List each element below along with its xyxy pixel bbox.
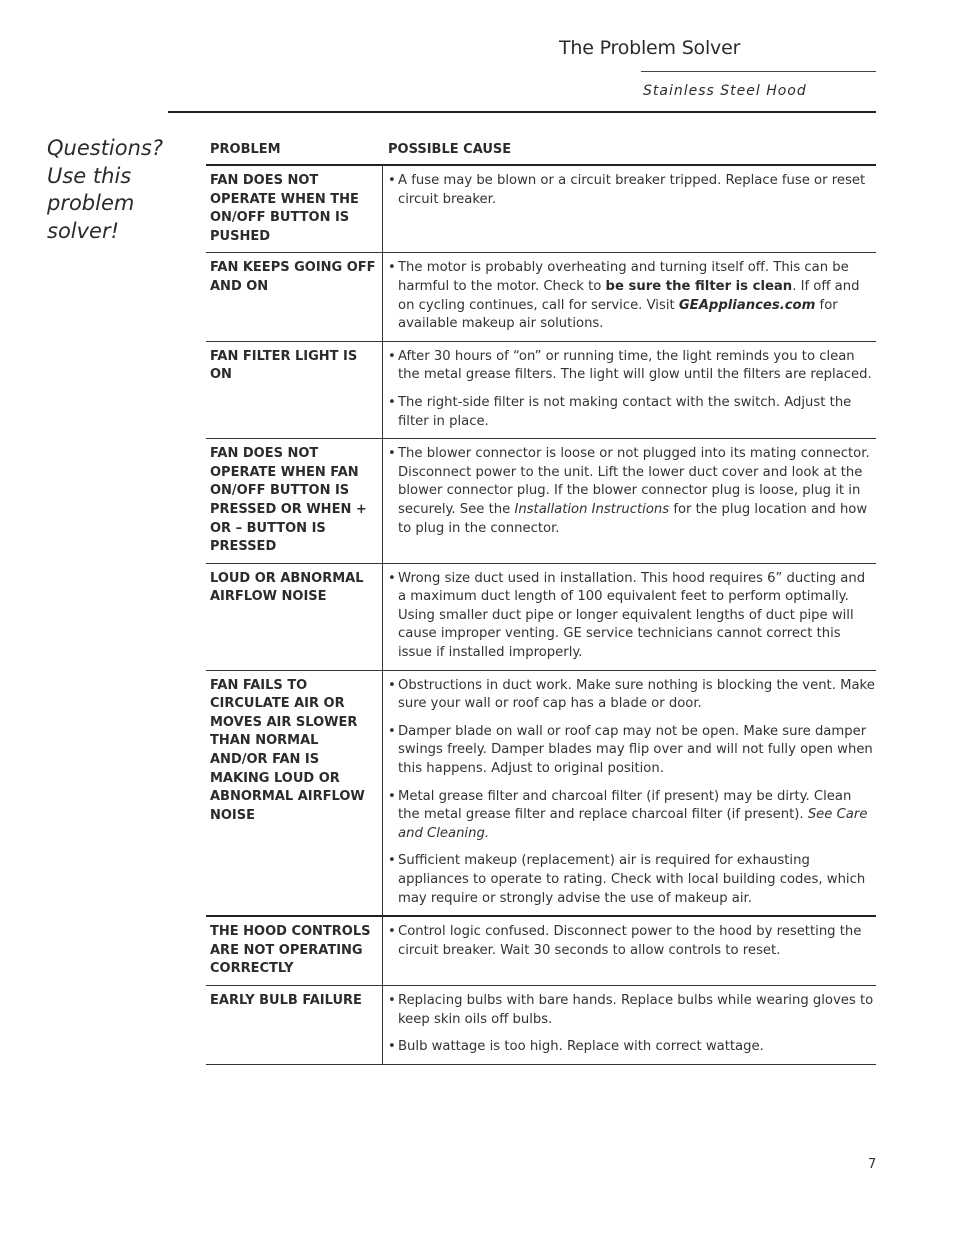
cause-cell <box>383 917 876 985</box>
cause-text: for available makeup air solutions. <box>398 297 838 332</box>
cause-item <box>388 445 876 538</box>
cause-item <box>388 259 876 333</box>
table-row <box>206 166 876 253</box>
cause-text: . If off and on cycling continues, call for service. Visit <box>398 278 860 313</box>
table-header <box>206 138 876 166</box>
cause-text: After 30 hours of “on” or running time, the light reminds you to clean the metal grease filters. The light will glow until the filters are replaced. <box>398 348 872 383</box>
cause-text: Wrong size duct used in installation. This hood requires 6” ducting and a maximum duct length of 100 equivalent feet to perform optimally. Using smaller duct pipe or longer equivalent lengths of duct pipe will cause improper venting. GE service technicians cannot correct this issue if installed improperly. <box>398 570 866 661</box>
header-divider-long <box>168 111 876 113</box>
cause-text: Bulb wattage is too high. Replace with correct wattage. <box>398 1039 764 1055</box>
problem-solver-table <box>206 138 876 1065</box>
table-row <box>206 671 876 918</box>
header-divider-short <box>641 71 876 72</box>
cause-text: The right-side filter is not making contact with the switch. Adjust the filter in place. <box>398 394 852 429</box>
column-header-possible-cause: POSSIBLE CAUSE <box>388 142 512 157</box>
table-row <box>206 564 876 671</box>
page-title: The Problem Solver <box>559 37 741 59</box>
problem-cell: FAN DOES NOT OPERATE WHEN THE ON/OFF BUTTON IS PUSHED <box>206 166 383 252</box>
table-row <box>206 439 876 564</box>
cause-cell <box>383 564 876 670</box>
cause-text: be sure the filter is clean <box>605 278 793 294</box>
table-row <box>206 986 876 1065</box>
problem-cell: FAN FAILS TO CIRCULATE AIR OR MOVES AIR SLOWER THAN NORMAL AND/OR FAN IS MAKING LOUD OR ABNORMAL AIRFLOW NOISE <box>206 671 383 916</box>
problem-cell: THE HOOD CONTROLS ARE NOT OPERATING CORRECTLY <box>206 917 383 985</box>
problem-cell: FAN FILTER LIGHT IS ON <box>206 342 383 438</box>
cause-text: Damper blade on wall or roof cap may not be open. Make sure damper swings freely. Damper blades may flip over and will not fully open when this happens. Adjust to original position. <box>398 723 873 777</box>
page-subtitle: Stainless Steel Hood <box>643 83 807 99</box>
cause-text: See Care and Cleaning. <box>398 807 868 841</box>
cause-text: Installation Instructions <box>514 501 670 517</box>
cause-cell <box>383 439 876 563</box>
cause-text: GEAppliances.com <box>678 297 816 313</box>
cause-text: Sufficient makeup (replacement) air is required for exhausting appliances to operate to rating. Check with local building codes, which may require or strongly advise the use of makeup air. <box>398 853 866 906</box>
cause-cell <box>383 166 876 252</box>
problem-cell: EARLY BULB FAILURE <box>206 986 383 1064</box>
cause-item <box>388 992 876 1029</box>
cause-item <box>388 172 876 209</box>
cause-item <box>388 1038 876 1057</box>
cause-text: The motor is probably overheating and turning itself off. This can be harmful to the motor. Check to <box>398 260 849 294</box>
cause-text: Metal grease filter and charcoal filter (if present) may be dirty. Clean the metal grease filter and replace charcoal filter (if present). <box>398 788 852 823</box>
cause-item <box>388 723 876 779</box>
cause-item <box>388 788 876 844</box>
cause-text: Control logic confused. Disconnect power to the hood by resetting the circuit breaker. Wait 30 seconds to allow controls to reset. <box>398 924 862 958</box>
table-row <box>206 342 876 439</box>
cause-text: Obstructions in duct work. Make sure nothing is blocking the vent. Make sure your wall or roof cap has a blade or door. <box>398 677 875 712</box>
cause-item <box>388 348 876 385</box>
cause-text: for the plug location and how to plug in the connector. <box>398 501 868 536</box>
cause-item <box>388 923 876 960</box>
cause-text: A fuse may be blown or a circuit breaker tripped. Replace fuse or reset circuit breaker. <box>398 173 866 207</box>
cause-item <box>388 677 876 714</box>
table-row <box>206 917 876 986</box>
problem-cell: FAN KEEPS GOING OFF AND ON <box>206 253 383 340</box>
cause-item <box>388 852 876 908</box>
cause-item <box>388 394 876 431</box>
cause-item <box>388 570 876 663</box>
cause-cell <box>383 671 876 916</box>
cause-text: Replacing bulbs with bare hands. Replace bulbs while wearing gloves to keep skin oils off bulbs. <box>398 992 874 1027</box>
cause-cell <box>383 342 876 438</box>
side-note: Questions? Use this problem solver! <box>47 136 164 243</box>
problem-cell: FAN DOES NOT OPERATE WHEN FAN ON/OFF BUTTON IS PRESSED OR WHEN + OR – BUTTON IS PRESSED <box>206 439 383 563</box>
cause-cell <box>383 253 876 340</box>
cause-text: The blower connector is loose or not plugged into its mating connector. Disconnect power to the unit. Lift the lower duct cover and look at the blower connector plug. If the blower connector plug is loose, plug it in securely. See the <box>398 446 870 517</box>
column-header-problem: PROBLEM <box>210 142 281 157</box>
cause-cell <box>383 986 876 1064</box>
table-row <box>206 253 876 341</box>
page-number: 7 <box>868 1157 877 1172</box>
table-body <box>206 166 876 1065</box>
problem-cell: LOUD OR ABNORMAL AIRFLOW NOISE <box>206 564 383 670</box>
